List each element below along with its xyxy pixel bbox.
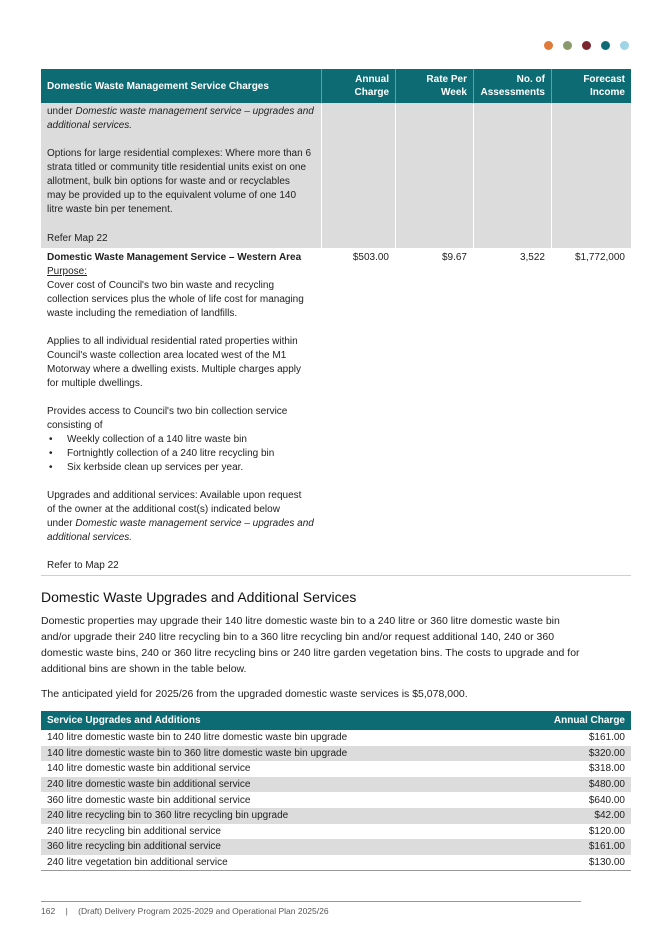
table-row: 140 litre domestic waste bin additional service $318.00 — [47, 763, 625, 775]
page-footer — [41, 906, 329, 916]
table-row: 240 litre vegetation bin additional service $130.00 — [41, 855, 631, 872]
table-header — [41, 69, 631, 103]
list-item: • Weekly collection of a 140 litre waste bin — [67, 433, 315, 447]
section-heading: Domestic Waste Upgrades and Additional Services — [41, 589, 357, 605]
upgrades-table — [41, 711, 631, 871]
dot-orange — [544, 41, 553, 50]
header-forecast-income: Forecast Income — [551, 69, 631, 103]
header-service-upgrades: Service Upgrades and Additions — [47, 715, 201, 726]
table-row: 240 litre domestic waste bin additional service $480.00 — [41, 777, 631, 793]
list-item: • Fortnightly collection of a 240 litre recycling bin — [67, 447, 315, 461]
table-row: 360 litre domestic waste bin additional service $640.00 — [47, 794, 625, 806]
table-row: 140 litre domestic waste bin to 360 litre domestic waste bin upgrade $320.00 — [41, 746, 631, 762]
decorative-dots — [544, 41, 629, 50]
table-row: 240 litre recycling bin to 360 litre recycling bin upgrade $42.00 — [41, 808, 631, 824]
page-number: 162 — [41, 906, 56, 916]
continued-description: under Domestic waste management service – upgrades and additional services. Options for large residential complexes: Where more than 6 strata titled or community title residential units exist on one allotment, bulk bin options for waste and or recyclables may be provided up to the equivalent volume of one 140 litre waste bin per tenement. Refer Map 22 — [41, 103, 321, 248]
western-rate-per-week: $9.67 — [441, 252, 467, 263]
table-row-western-area — [41, 248, 631, 576]
dot-maroon — [582, 41, 591, 50]
header-assessments: No. of Assessments — [473, 69, 551, 103]
table-row: 240 litre recycling bin additional service $120.00 — [47, 825, 625, 837]
table-header — [41, 711, 631, 730]
western-forecast-income: $1,772,000 — [574, 252, 625, 263]
waste-charges-table — [41, 69, 631, 576]
table-row: 140 litre domestic waste bin to 240 litre domestic waste bin upgrade $161.00 — [47, 732, 625, 744]
dot-olive — [563, 41, 572, 50]
service-bullets — [47, 433, 315, 475]
document-title: (Draft) Delivery Program 2025-2029 and Operational Plan 2025/26 — [78, 906, 329, 916]
footer-divider — [41, 901, 581, 902]
table-row: 360 litre recycling bin additional service $161.00 — [41, 839, 631, 855]
dot-teal — [601, 41, 610, 50]
table-row-continued — [41, 103, 631, 248]
header-annual-charge: Annual Charge — [321, 69, 395, 103]
header-rate-per-week: Rate Per Week — [395, 69, 473, 103]
western-annual-charge: $503.00 — [352, 252, 389, 263]
header-service: Domestic Waste Management Service Charges — [47, 80, 269, 92]
section-paragraph-2: The anticipated yield for 2025/26 from the upgraded domestic waste services is $5,078,000. — [41, 688, 468, 700]
western-description: Domestic Waste Management Service – Western Area Purpose: Cover cost of Council's two bin waste and recycling collection services plus the whole of life cost for managing waste including the remediation of landfills. Applies to all individual residential rated properties within Council's waste collection area located west of the M1 Motorway where a dwelling exists. Multiple charges apply for multiple dwellings. Provides access to Council's two bin collection service consisting of • Weekly collection of a 140 litre waste bin • Fortnightly collection of a 240 litre recycling bin • Six kerbside clean up services per year. Upgrades and additional services: Available upon request of the owner at the additional cost(s) indicated below under Domestic waste management service – upgrades and additional services. Refer to Map 22 — [41, 248, 321, 575]
western-assessments: 3,522 — [519, 252, 545, 263]
section-paragraph-1: Domestic properties may upgrade their 140 litre domestic waste bin to a 240 litre or 360 litre domestic waste bin and/or upgrade their 240 litre recycling bin to a 360 litre recycling bin and/or request additional 140, 240 or 360 domestic waste bins, 240 or 360 litre recycling bins or 240 litre garden vegetation bins. The costs to upgrade and for additional bins are shown in the table below. — [41, 615, 580, 675]
dot-light-blue — [620, 41, 629, 50]
header-annual-charge: Annual Charge — [553, 715, 625, 726]
list-item: • Six kerbside clean up services per year. — [67, 461, 315, 475]
footer-separator: | — [65, 906, 68, 916]
